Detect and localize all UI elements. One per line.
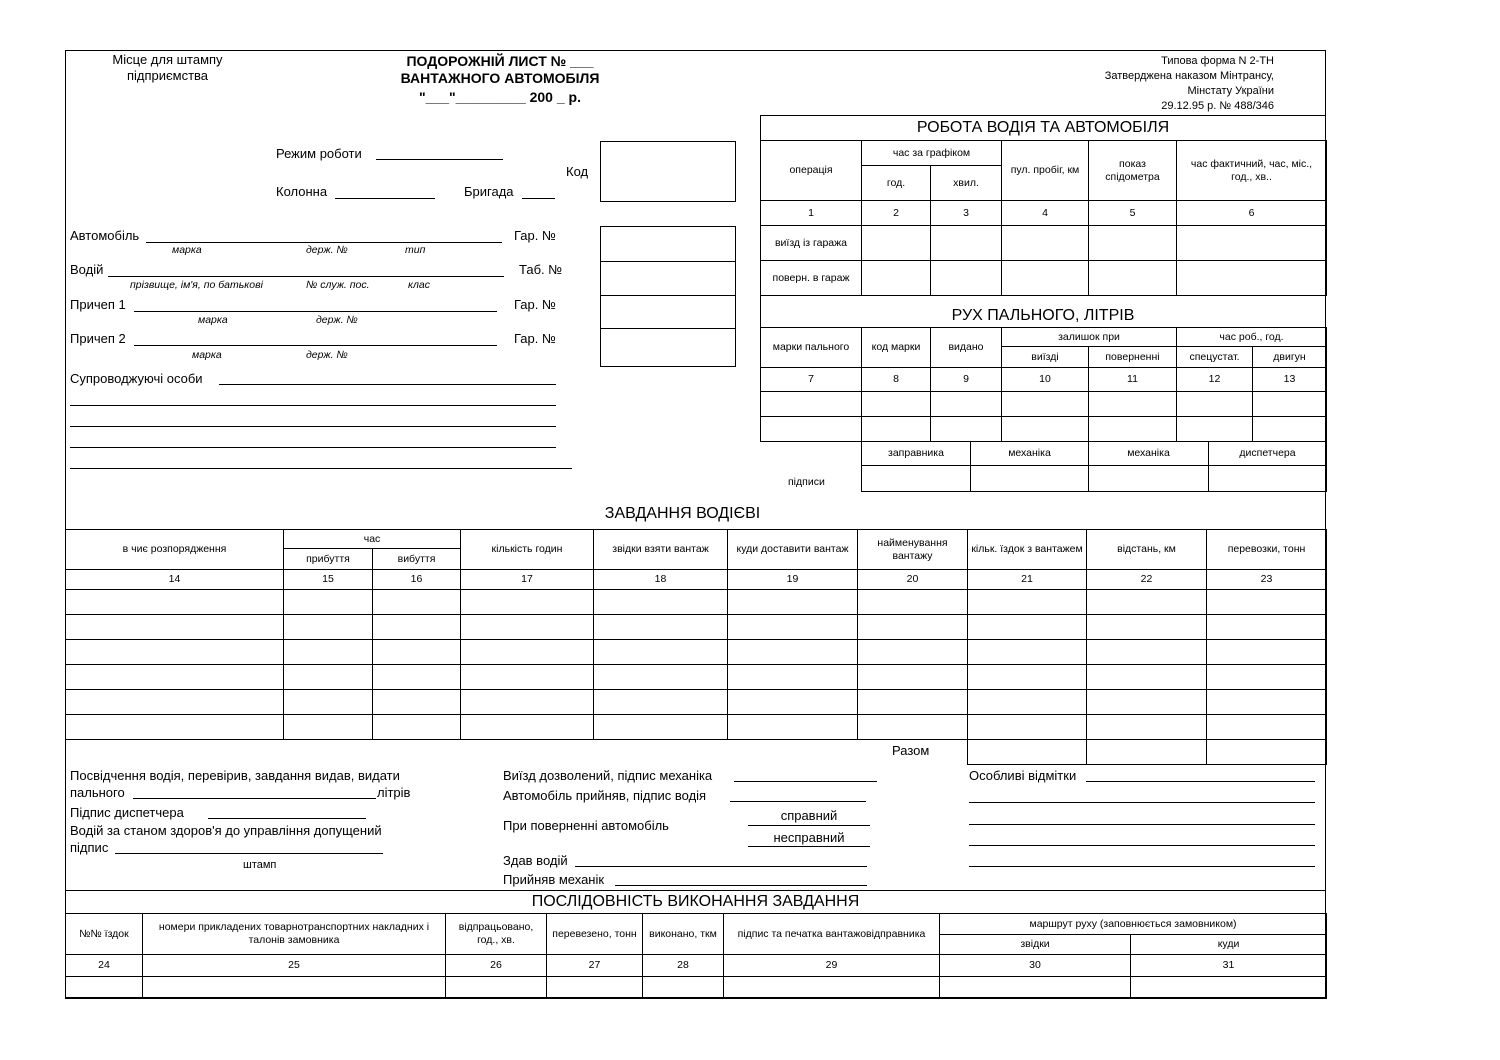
seq-num-25: 25 [143,955,446,977]
return-status-underline [748,846,870,847]
car-label: Автомобіль [70,228,140,243]
form-type: Типова форма N 2-ТН [1161,55,1274,67]
car-plate-hint: держ. № [306,244,348,256]
column-field[interactable] [335,198,435,199]
total-label: Разом [892,743,930,758]
driver-name-hint: прізвище, ім'я, по батькові [130,279,263,291]
task-h-to: куди доставити вантаж [728,530,858,570]
work-cell[interactable] [1002,226,1089,261]
fuel-cell[interactable] [1089,392,1177,417]
task-num-22: 22 [1087,570,1207,590]
fuel-cell[interactable] [1253,392,1327,417]
work-section-title: РОБОТА ВОДІЯ ТА АВТОМОБІЛЯ [916,119,1170,136]
task-row[interactable] [66,690,1327,715]
fuel-table [760,327,1327,442]
task-num-16: 16 [373,570,461,590]
handed-label: Здав водій [503,853,568,868]
car-type-hint: тип [405,244,426,256]
task-h-departure: вибуття [373,549,461,570]
car-brand-hint: марка [172,244,202,256]
signatures-label: підписи [788,476,825,488]
task-num-17: 17 [461,570,594,590]
task-h-hours: кількість годин [461,530,594,570]
special-marks-field-2[interactable] [969,802,1315,803]
sequence-top-border [65,890,1326,891]
escort-field-4[interactable] [70,447,556,448]
order-number: 29.12.95 р. № 488/346 [1161,100,1274,112]
seq-h-trip: №№ їздок [66,914,143,955]
fuel-amount-field[interactable] [133,798,376,799]
seq-num-27: 27 [547,955,643,977]
work-num-1: 1 [761,201,862,226]
fuel-cell[interactable] [1089,417,1177,442]
special-marks-label: Особливі відмітки [969,768,1077,783]
total-tons[interactable] [1207,740,1327,765]
task-h-cargo: найменування вантажу [858,530,968,570]
trailer1-plate-hint: держ. № [316,314,358,326]
fuel-num-13: 13 [1253,368,1327,392]
fuel-num-12: 12 [1177,368,1253,392]
escort-field-2[interactable] [70,405,556,406]
sequence-table [65,913,1327,999]
health-label: Водій за станом здоров'я до управління допущений [70,823,382,838]
fuel-cell[interactable] [931,392,1002,417]
fuel-cell[interactable] [761,417,862,442]
sig-refueler-field[interactable] [862,466,971,492]
task-h-tons: перевозки, тонн [1207,530,1327,570]
seq-num-30: 30 [940,955,1131,977]
total-trips[interactable] [968,740,1087,765]
work-h-schedule: час за графіком [862,141,1002,166]
fuel-num-9: 9 [931,368,1002,392]
work-num-5: 5 [1089,201,1177,226]
fuel-h-worktime: час роб., год. [1177,328,1327,347]
escort-field-1[interactable] [219,384,556,385]
task-h-time: час [284,530,461,549]
task-total-table [967,739,1327,765]
fuel-h-engine: двигун [1253,347,1327,368]
dispatcher-signature-label: Підпис диспетчера [70,805,184,820]
trailer1-garage-no-box[interactable] [600,295,736,329]
car-accepted-field[interactable] [730,801,866,802]
fuel-num-8: 8 [862,368,931,392]
trailer1-field[interactable] [134,311,497,312]
seq-num-28: 28 [643,955,724,977]
seq-h-worked: відпрацьовано, год., хв. [446,914,547,955]
serviceable-option[interactable]: справний [780,808,838,823]
trailer1-garage-no-label: Гар. № [514,297,556,312]
sig-mechanic2-field[interactable] [1089,466,1209,492]
work-num-6: 6 [1177,201,1327,226]
trailer2-garage-no-box[interactable] [600,328,736,367]
fuel-label: пального [70,785,125,800]
task-row[interactable] [66,615,1327,640]
seq-num-24: 24 [66,955,143,977]
fuel-cell[interactable] [1177,417,1253,442]
driver-label: Водій [70,262,104,277]
code-label: Код [566,164,589,179]
work-cell[interactable] [862,261,931,296]
task-num-21: 21 [968,570,1087,590]
exit-allowed-label: Виїзд дозволений, підпис механіка [503,768,713,783]
task-num-20: 20 [858,570,968,590]
task-row[interactable] [66,640,1327,665]
liters-label: літрів [377,785,411,800]
seq-h-from: звідки [940,935,1131,955]
special-marks-field-3[interactable] [969,824,1315,825]
trailer2-brand-hint: марка [192,349,222,361]
task-num-18: 18 [594,570,728,590]
fuel-cell[interactable] [1177,392,1253,417]
unserviceable-option[interactable]: несправний [773,830,845,845]
sig-dispatcher-label: диспетчера [1209,442,1327,466]
fuel-h-exit: виїзді [1002,347,1089,368]
task-h-distance: відстань, км [1087,530,1207,570]
signatures-table [861,441,1327,492]
special-marks-field-5[interactable] [969,866,1315,867]
accepted-mechanic-label: Прийняв механік [503,872,605,887]
fuel-h-issued: видано [931,328,1002,368]
work-cell[interactable] [1089,261,1177,296]
sig-dispatcher-field[interactable] [1209,466,1327,492]
waybill-subtitle: ВАНТАЖНОГО АВТОМОБІЛЯ [400,70,600,86]
fuel-cell[interactable] [931,417,1002,442]
fuel-h-remain: залишок при [1002,328,1177,347]
work-mode-field[interactable] [376,159,503,160]
fuel-cell[interactable] [862,417,931,442]
cert-label: Посвідчення водія, перевірив, завдання видав, видати [70,768,400,783]
work-row-return: поверн. в гараж [761,261,862,296]
return-status-divider [748,825,870,826]
car-garage-no-box[interactable] [600,226,736,262]
on-return-label: При поверненні автомобіль [503,818,669,833]
waybill-date: "___"_________ 200 _ р. [419,89,581,105]
driver-class-hint: клас [408,279,430,291]
driver-cert-hint: № служ. пос. [306,279,370,291]
work-num-4: 4 [1002,201,1089,226]
work-cell[interactable] [1177,261,1327,296]
car-field[interactable] [146,242,502,243]
task-row[interactable] [66,665,1327,690]
sig-mechanic2-label: механіка [1089,442,1209,466]
work-h-hours: год. [862,166,931,201]
escort-field-3[interactable] [70,426,556,427]
tab-no-box[interactable] [600,261,736,296]
task-row[interactable] [66,590,1327,615]
work-cell[interactable] [1002,261,1089,296]
sequence-section-title: ПОСЛІДОВНІСТЬ ВИКОНАННЯ ЗАВДАННЯ [531,893,860,910]
trailer2-garage-no-label: Гар. № [514,331,556,346]
ministry: Мінстату України [1187,85,1274,97]
fuel-cell[interactable] [1253,417,1327,442]
trailer2-label: Причеп 2 [70,331,126,346]
work-mode-label: Режим роботи [276,146,362,161]
trailer2-field[interactable] [134,345,497,346]
car-accepted-label: Автомобіль прийняв, підпис водія [503,788,707,803]
brigade-label: Бригада [464,184,514,199]
work-h-operation: операція [761,141,862,201]
work-num-2: 2 [862,201,931,226]
work-cell[interactable] [862,226,931,261]
approved-by: Затверджена наказом Мінтрансу, [1104,70,1274,82]
driver-field[interactable] [108,276,504,277]
fuel-cell[interactable] [1002,417,1089,442]
seq-num-31: 31 [1131,955,1327,977]
task-h-arrival: прибуття [284,549,373,570]
work-cell[interactable] [1089,226,1177,261]
work-cell[interactable] [931,261,1002,296]
fuel-cell[interactable] [1002,392,1089,417]
stamp-place-label: Місце для штампу підприємства [112,52,223,83]
task-num-23: 23 [1207,570,1327,590]
fuel-section-title: РУХ ПАЛЬНОГО, ЛІТРІВ [951,307,1135,324]
work-num-3: 3 [931,201,1002,226]
fuel-h-return: поверненні [1089,347,1177,368]
seq-h-docs: номери прикладених товарнотранспортних накладних і талонів замовника [143,914,446,955]
health-signature-field[interactable] [115,853,383,854]
task-section-title: ЗАВДАННЯ ВОДІЄВІ [604,505,761,522]
fuel-num-10: 10 [1002,368,1089,392]
total-distance[interactable] [1087,740,1207,765]
accepted-mechanic-field[interactable] [615,885,867,886]
task-num-15: 15 [284,570,373,590]
exit-allowed-field[interactable] [734,781,877,782]
fuel-h-brand: марки пального [761,328,862,368]
task-row[interactable] [66,715,1327,740]
work-h-mileage: пул. пробіг, км [1002,141,1089,201]
seq-h-shipper: підпис та печатка вантажовідправника [724,914,940,955]
code-box[interactable] [600,141,736,202]
stamp-label: штамп [243,859,277,871]
escort-field-5[interactable] [70,468,572,469]
sig-refueler-label: заправника [862,442,971,466]
work-cell[interactable] [931,226,1002,261]
tab-no-label: Таб. № [519,262,563,277]
work-cell[interactable] [1177,226,1327,261]
seq-h-tons: перевезено, тонн [547,914,643,955]
waybill-title: ПОДОРОЖНІЙ ЛИСТ № ___ [406,53,594,69]
seq-h-route: маршрут руху (заповнюється замовником) [940,914,1327,935]
escort-label: Супроводжуючі особи [70,371,203,386]
brigade-field[interactable] [522,198,555,199]
task-h-trips: кільк. їздок з вантажем [968,530,1087,570]
trailer1-label: Причеп 1 [70,297,126,312]
work-row-depart: виїзд із гаража [761,226,862,261]
trailer2-plate-hint: держ. № [306,349,348,361]
fuel-cell[interactable] [761,392,862,417]
fuel-num-11: 11 [1089,368,1177,392]
fuel-num-7: 7 [761,368,862,392]
sign-label: підпис [70,840,109,855]
special-marks-field-1[interactable] [1086,781,1315,782]
seq-h-to: куди [1131,935,1327,955]
sequence-row[interactable] [66,977,1327,999]
fuel-cell[interactable] [862,392,931,417]
car-garage-no-label: Гар. № [514,228,556,243]
seq-num-29: 29 [724,955,940,977]
work-h-minutes: хвил. [931,166,1002,201]
task-h-whose: в чиє розпорядження [66,530,284,570]
sig-mechanic1-field[interactable] [971,466,1089,492]
seq-num-26: 26 [446,955,547,977]
fuel-h-code: код марки [862,328,931,368]
trailer1-brand-hint: марка [198,314,228,326]
special-marks-field-4[interactable] [969,845,1315,846]
sig-mechanic1-label: механіка [971,442,1089,466]
task-num-19: 19 [728,570,858,590]
handed-field[interactable] [575,866,867,867]
column-label: Колонна [276,184,328,199]
work-h-speedo: показ спідометра [1089,141,1177,201]
task-table [65,529,1327,740]
fuel-h-special: спецустат. [1177,347,1253,368]
task-h-from: звідки взяти вантаж [594,530,728,570]
dispatcher-signature-field[interactable] [208,818,366,819]
work-top-border [760,115,1326,116]
seq-h-tkm: виконано, ткм [643,914,724,955]
work-table [760,140,1327,296]
task-num-14: 14 [66,570,284,590]
work-h-actual: час фактичний, час, міс., год., хв.. [1177,141,1327,201]
